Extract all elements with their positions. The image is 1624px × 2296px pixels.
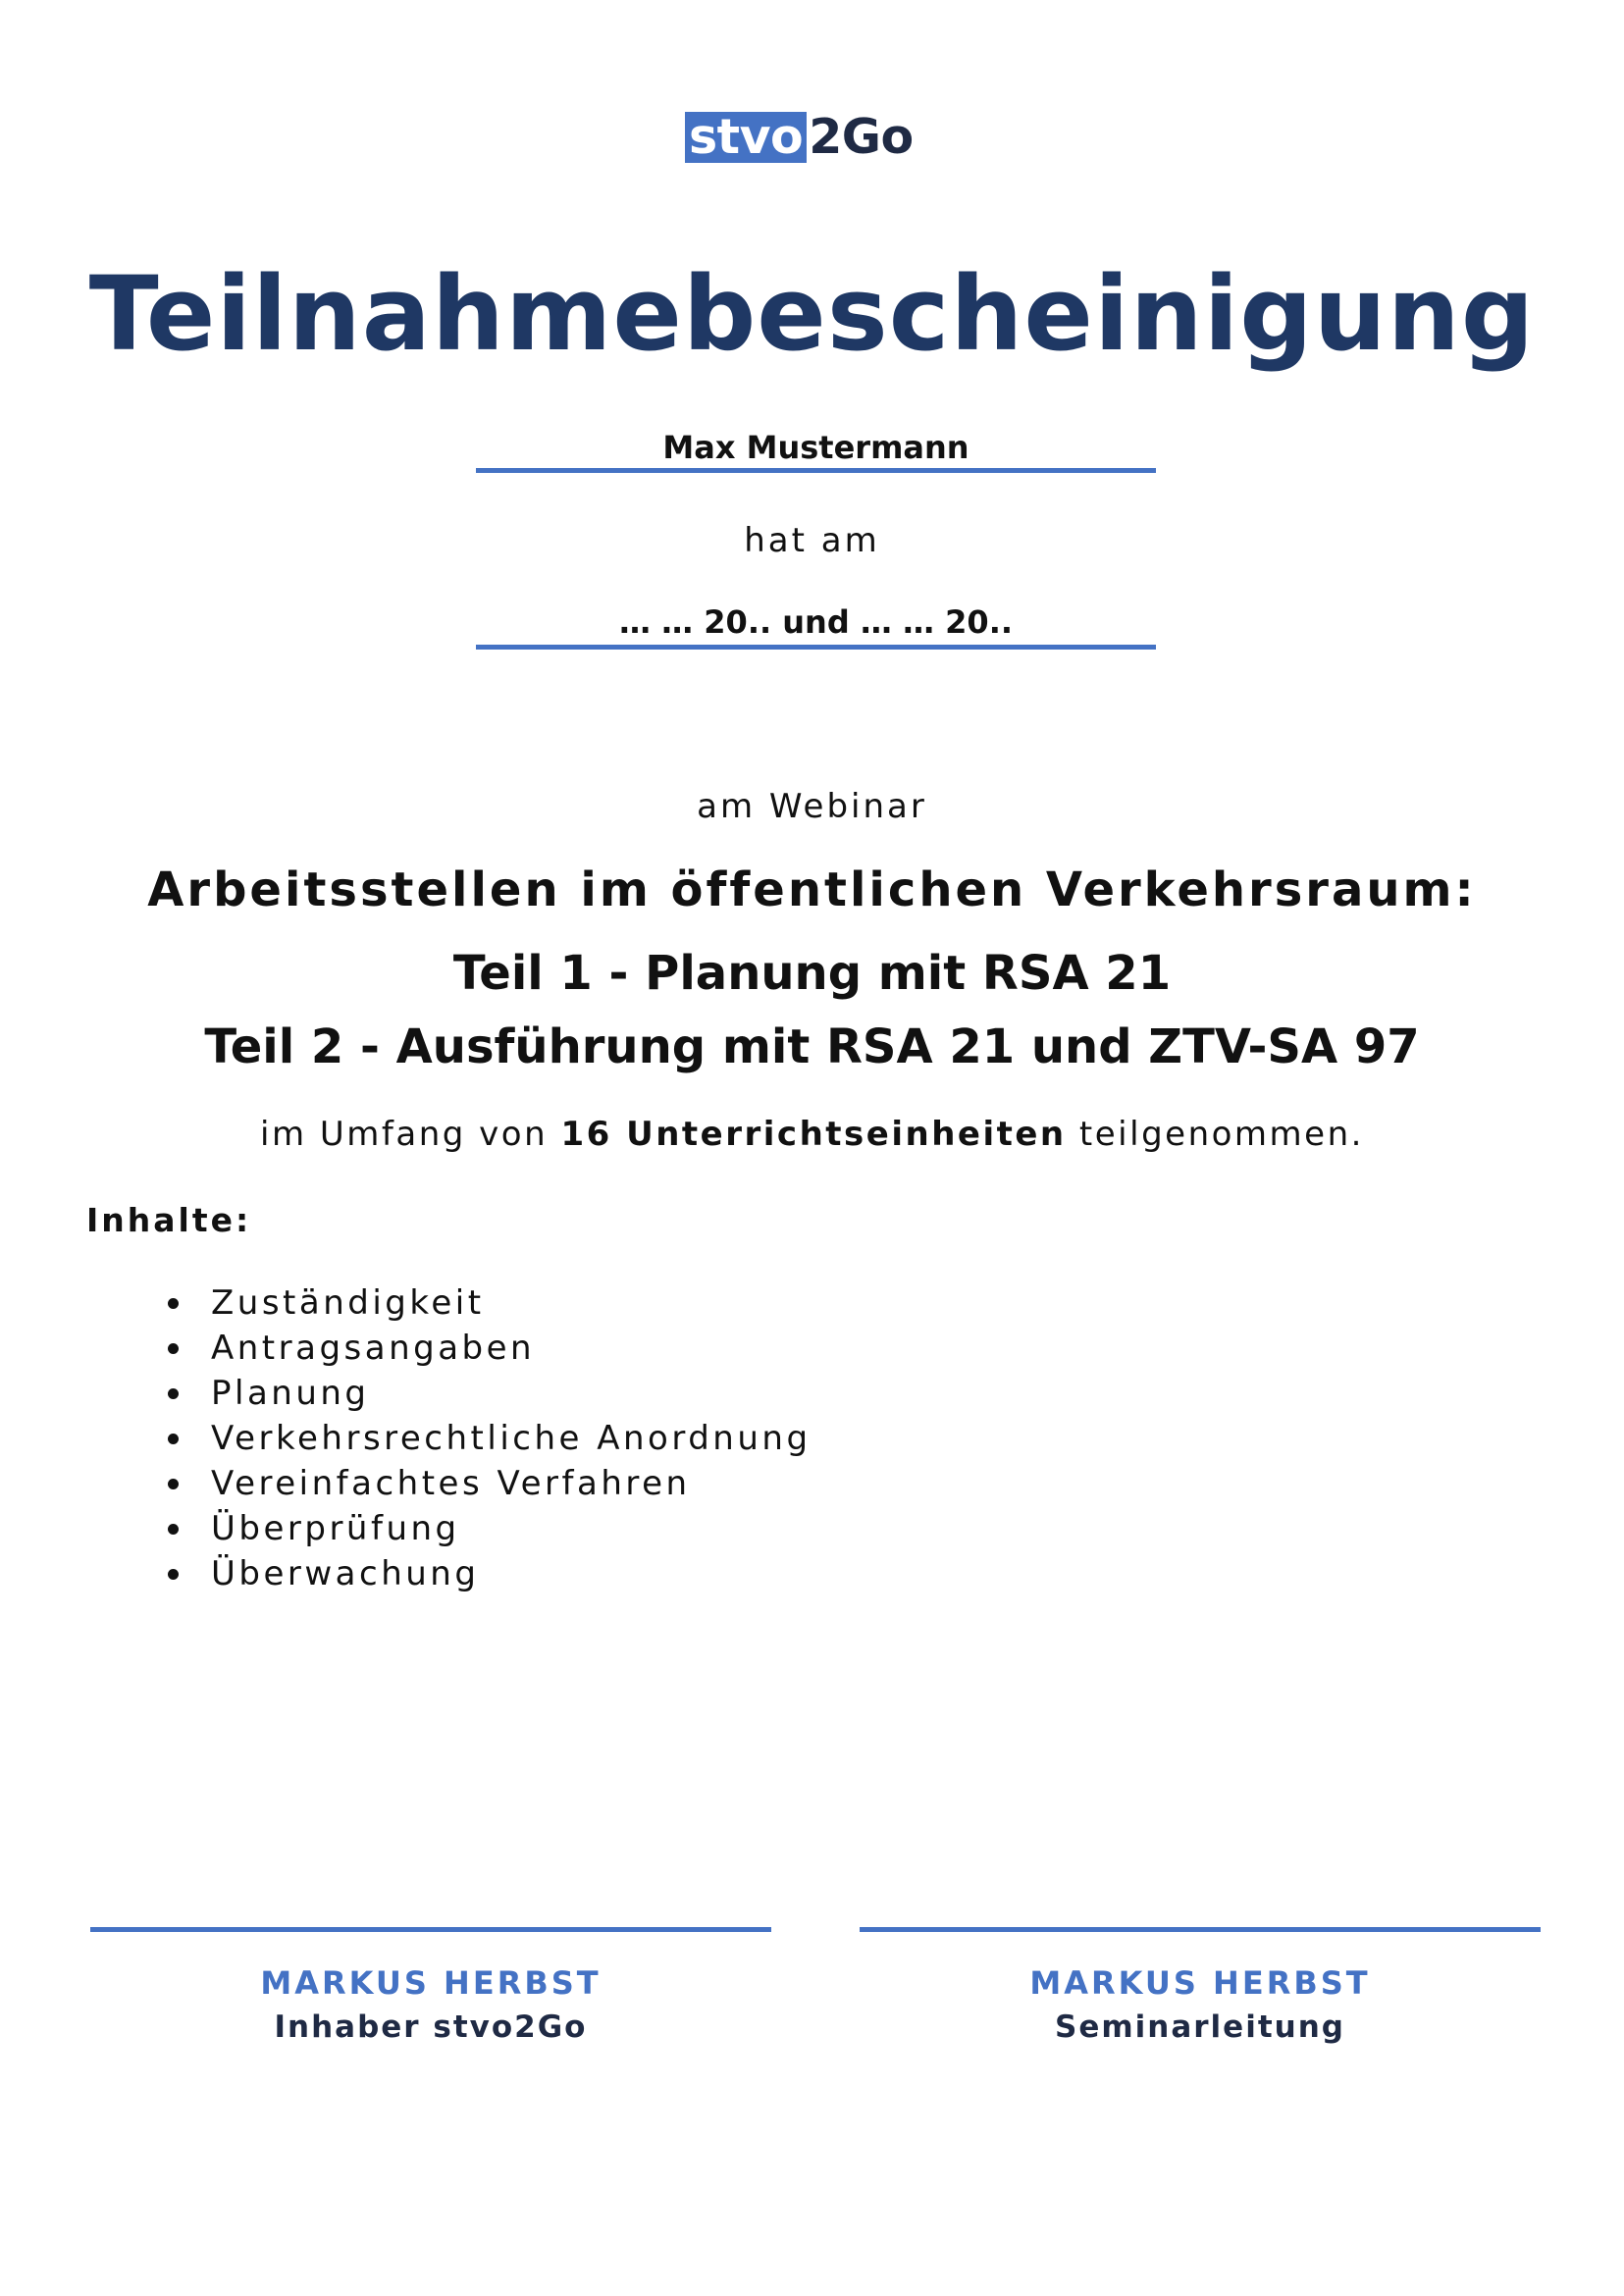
connector-text: hat am — [744, 521, 880, 560]
logo-2go-part: 2Go — [809, 109, 914, 165]
bullet-icon — [168, 1524, 179, 1535]
bullet-icon — [168, 1388, 179, 1399]
list-item — [0, 1461, 812, 1506]
bullet-icon — [168, 1343, 179, 1354]
list-item — [0, 1416, 812, 1461]
participation-dates-underline — [476, 645, 1156, 650]
list-item — [0, 1326, 812, 1371]
scope-highlight: 16 Unterrichtseinheiten — [560, 1115, 1067, 1154]
list-item-text: Überwachung — [211, 1554, 480, 1593]
course-scope — [0, 1112, 1624, 1157]
list-item-text: Überprüfung — [211, 1509, 460, 1548]
bullet-icon — [168, 1434, 179, 1444]
list-item-text: Antragsangaben — [211, 1329, 536, 1368]
contents-list — [0, 1280, 812, 1596]
logo-stvo-part: stvo — [685, 112, 807, 163]
signature-line-left — [90, 1927, 771, 1932]
course-title-line-3: Teil 2 - Ausführung mit RSA 21 und ZTV-SA 97 — [204, 1019, 1420, 1074]
course-title-line-2: Teil 1 - Planung mit RSA 21 — [452, 946, 1172, 1001]
participation-dates: … … 20.. und … … 20.. — [619, 603, 1013, 641]
signature-line-right — [860, 1927, 1541, 1932]
bullet-icon — [168, 1479, 179, 1489]
list-item-text: Vereinfachtes Verfahren — [211, 1464, 691, 1503]
event-intro: am Webinar — [697, 787, 927, 826]
list-item-text: Planung — [211, 1374, 370, 1413]
signature-role-right: Seminarleitung — [1055, 2009, 1345, 2045]
participant-name: Max Mustermann — [662, 429, 969, 466]
bullet-icon — [168, 1569, 179, 1580]
course-title-line-1: Arbeitsstellen im öffentlichen Verkehrsraum: — [147, 862, 1477, 917]
list-item-text: Zuständigkeit — [211, 1283, 485, 1323]
list-item — [0, 1506, 812, 1551]
certificate-title: Teilnahmebescheinigung — [88, 254, 1536, 374]
contents-heading: Inhalte: — [86, 1201, 252, 1239]
list-item-text: Verkehrsrechtliche Anordnung — [211, 1419, 812, 1458]
signature-role-left: Inhaber stvo2Go — [274, 2009, 588, 2045]
list-item — [0, 1371, 812, 1416]
bullet-icon — [168, 1298, 179, 1309]
signature-name-left: MARKUS HERBST — [260, 1964, 602, 2002]
signature-name-right: MARKUS HERBST — [1029, 1964, 1371, 2002]
scope-prefix: im Umfang von — [260, 1115, 561, 1154]
list-item — [0, 1551, 812, 1596]
participant-name-underline — [476, 468, 1156, 473]
scope-suffix: teilgenommen. — [1066, 1115, 1364, 1154]
stvo2go-logo — [685, 110, 914, 165]
list-item — [0, 1280, 812, 1326]
